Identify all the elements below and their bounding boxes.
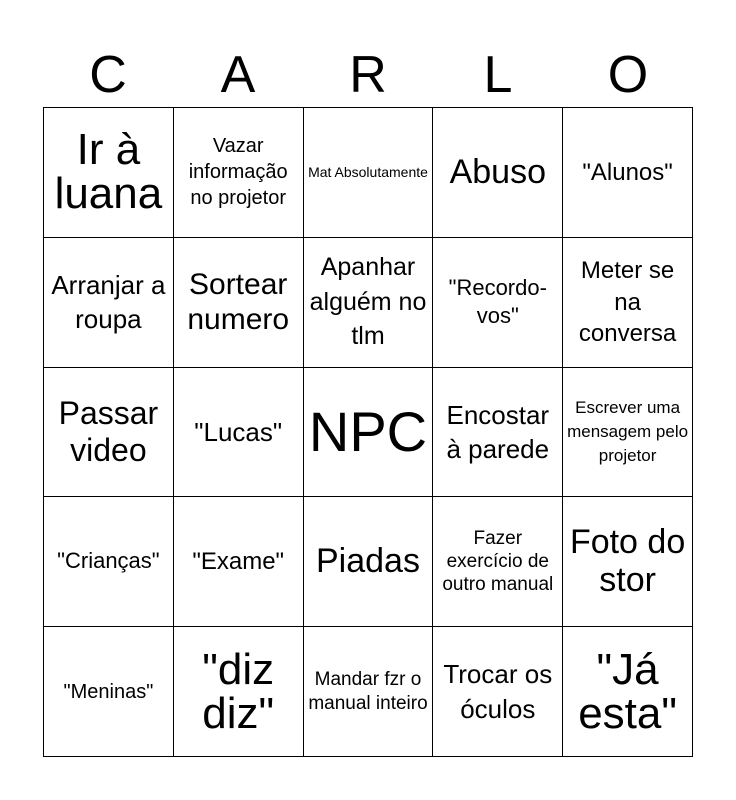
header-letter-l: L (483, 46, 513, 104)
bingo-cell[interactable]: Trocar os óculos (433, 627, 563, 757)
header-letter-a: A (220, 46, 256, 104)
header-letter-r: R (349, 46, 387, 104)
bingo-header (43, 44, 693, 106)
bingo-cell[interactable]: Ir à luana (44, 108, 174, 238)
bingo-cell[interactable]: Mandar fzr o manual inteiro (304, 627, 434, 757)
bingo-cell[interactable]: NPC (304, 368, 434, 498)
bingo-cell[interactable]: Apanhar alguém no tlm (304, 238, 434, 368)
bingo-cell[interactable]: "Alunos" (563, 108, 693, 238)
bingo-cell[interactable]: Vazar informação no projetor (174, 108, 304, 238)
bingo-cell[interactable]: Fazer exercício de outro manual (433, 497, 563, 627)
bingo-cell[interactable]: Sortear numero (174, 238, 304, 368)
bingo-cell[interactable]: "Exame" (174, 497, 304, 627)
bingo-cell[interactable]: "Crianças" (44, 497, 174, 627)
bingo-cell[interactable]: Meter se na conversa (563, 238, 693, 368)
bingo-cell[interactable]: Piadas (304, 497, 434, 627)
bingo-cell[interactable]: Escrever uma mensagem pelo projetor (563, 368, 693, 498)
bingo-cell[interactable]: "Já esta" (563, 627, 693, 757)
header-letter-c: C (89, 46, 127, 104)
bingo-cell[interactable]: Arranjar a roupa (44, 238, 174, 368)
bingo-cell[interactable]: Abuso (433, 108, 563, 238)
bingo-cell[interactable]: "Lucas" (174, 368, 304, 498)
bingo-cell[interactable]: Mat Absolutamente (304, 108, 434, 238)
bingo-cell[interactable]: Passar video (44, 368, 174, 498)
bingo-cell[interactable]: "diz diz" (174, 627, 304, 757)
bingo-cell[interactable]: Foto do stor (563, 497, 693, 627)
bingo-cell[interactable]: "Meninas" (44, 627, 174, 757)
bingo-cell[interactable]: "Recordo-vos" (433, 238, 563, 368)
header-letter-o: O (607, 46, 649, 104)
bingo-grid (43, 107, 693, 757)
bingo-cell[interactable]: Encostar à parede (433, 368, 563, 498)
